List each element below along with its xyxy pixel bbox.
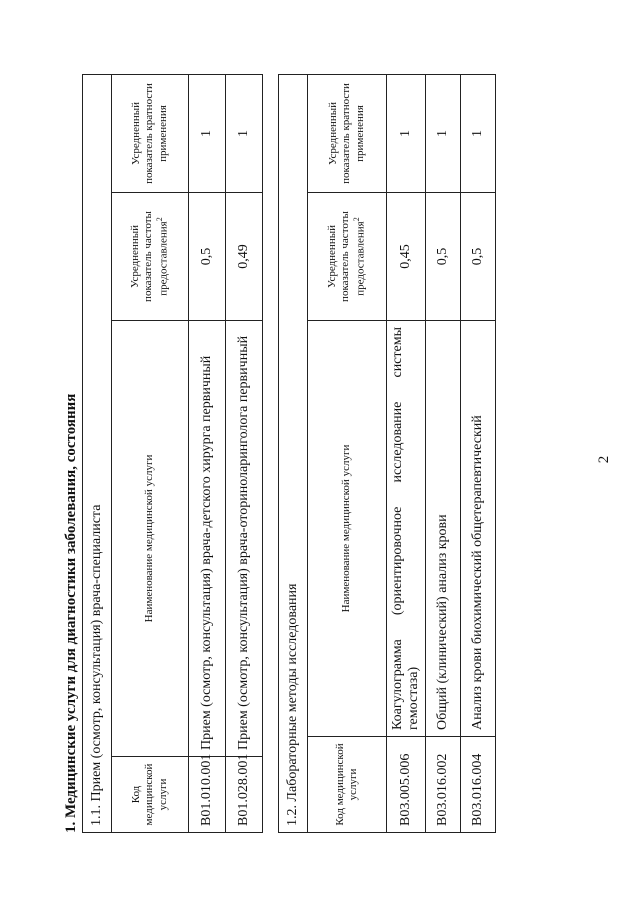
frequency-value: 0,5: [189, 193, 226, 321]
page-number: 2: [596, 455, 612, 464]
service-code: B03.005.006: [387, 737, 426, 833]
service-code: B01.010.001: [189, 757, 226, 833]
multiplicity-value: 1: [387, 74, 426, 192]
service-code: B03.016.004: [461, 737, 496, 833]
service-name: Анализ крови биохимический общетерапевтический: [461, 321, 496, 737]
service-name: Прием (осмотр, консультация) врача-детского хирурга первичный: [189, 321, 226, 757]
multiplicity-value: 1: [426, 74, 461, 192]
header-multiplicity: Усредненный показатель кратности применения: [112, 74, 189, 192]
table-specialist-consultation: [82, 74, 263, 833]
header-code: Код медицинской услуги: [112, 757, 189, 833]
frequency-value: 0,5: [461, 193, 496, 321]
service-code: B03.016.002: [426, 737, 461, 833]
header-frequency: Усредненный показатель частоты предоставления$^2$: [308, 193, 387, 321]
frequency-value: 0,49: [226, 193, 263, 321]
service-name: Коагулограмма (ориентировочное исследование системы гемостаза): [387, 321, 426, 737]
frequency-value: 0,45: [387, 193, 426, 321]
section-heading: 1. Медицинские услуги для диагностики заболевания, состояния: [63, 393, 79, 833]
multiplicity-value: 1: [461, 74, 496, 192]
service-name: Общий (клинический) анализ крови: [426, 321, 461, 737]
header-multiplicity: Усредненный показатель кратности применения: [308, 74, 387, 192]
frequency-value: 0,5: [426, 193, 461, 321]
header-code: Код медицинской услуги: [308, 737, 387, 833]
header-frequency: Усредненный показатель частоты предоставления$^2$: [112, 193, 189, 321]
table-laboratory-methods: [278, 74, 496, 833]
service-name: Прием (осмотр, консультация) врача-оториноларинголога первичный: [226, 321, 263, 757]
multiplicity-value: 1: [189, 74, 226, 192]
header-name: Наименование медицинской услуги: [112, 321, 189, 757]
header-name: Наименование медицинской услуги: [308, 321, 387, 737]
table-caption: 1.2. Лабораторные методы исследования: [279, 74, 308, 832]
service-code: B01.028.001: [226, 757, 263, 833]
table-caption: 1.1. Прием (осмотр, консультация) врача-специалиста: [83, 74, 112, 832]
multiplicity-value: 1: [226, 74, 263, 192]
